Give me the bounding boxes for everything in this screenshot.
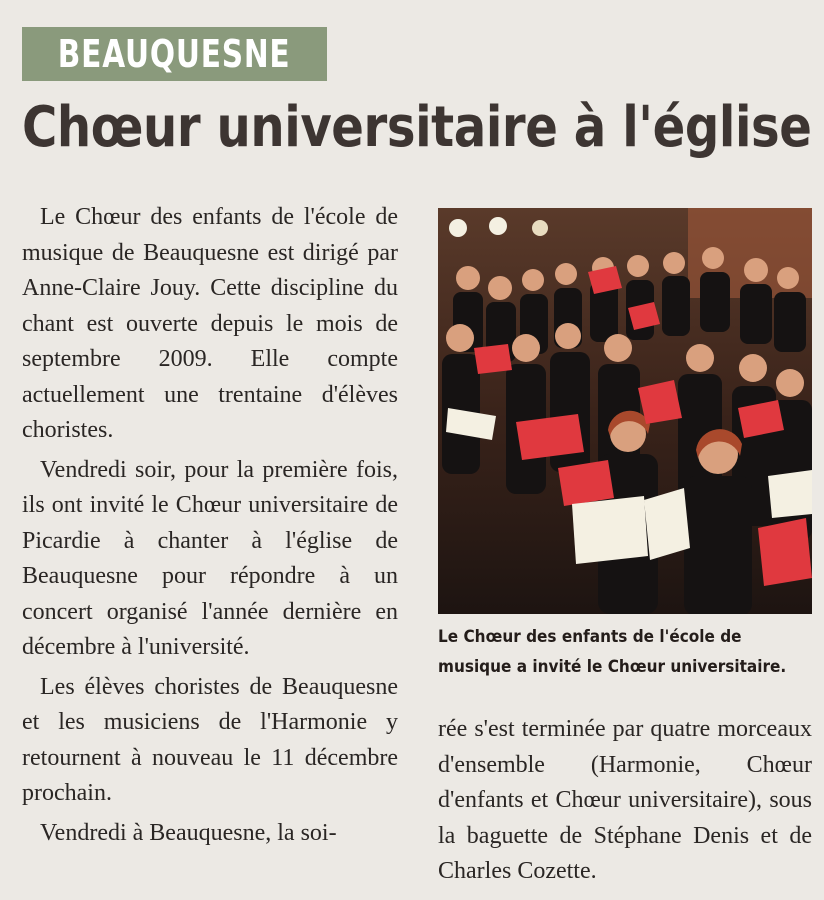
choir-photo	[438, 208, 812, 614]
article-column-right	[438, 712, 812, 894]
article-paragraph: Le Chœur des enfants de l'école de musique de Beauquesne est dirigé par Anne-Claire Jouy. Cette discipline du chant est ouverte depuis le mois de septembre 2009. Elle compte actuellement une trentaine d'élèves choristes.	[22, 204, 398, 443]
article-paragraph: Vendredi soir, pour la première fois, ils ont invité le Chœur universitaire de Picardie à chanter à l'église de Beauquesne pour répondre à un concert organisé l'année dernière en décembre à l'université.	[22, 456, 398, 660]
article-paragraph: Les élèves choristes de Beauquesne et les musiciens de l'Harmonie y retournent à nouveau le 11 décembre prochain.	[22, 673, 398, 806]
article-headline: Chœur universitaire à l'église	[22, 95, 812, 160]
article-paragraph: Vendredi à Beauquesne, la soi-	[40, 819, 337, 846]
section-kicker	[22, 27, 327, 81]
section-kicker-text: BEAUQUESNE	[58, 32, 291, 76]
article-paragraph: rée s'est terminée par quatre morceaux d'ensemble (Harmonie, Chœur d'enfants et Chœur universitaire), sous la baguette de Stéphane Denis et de Charles Cozette.	[438, 716, 812, 884]
photo-caption: Le Chœur des enfants de l'école de musique a invité le Chœur universitaire.	[438, 627, 787, 677]
article-column-left	[22, 200, 398, 855]
choir-photo-illustration	[438, 208, 812, 614]
